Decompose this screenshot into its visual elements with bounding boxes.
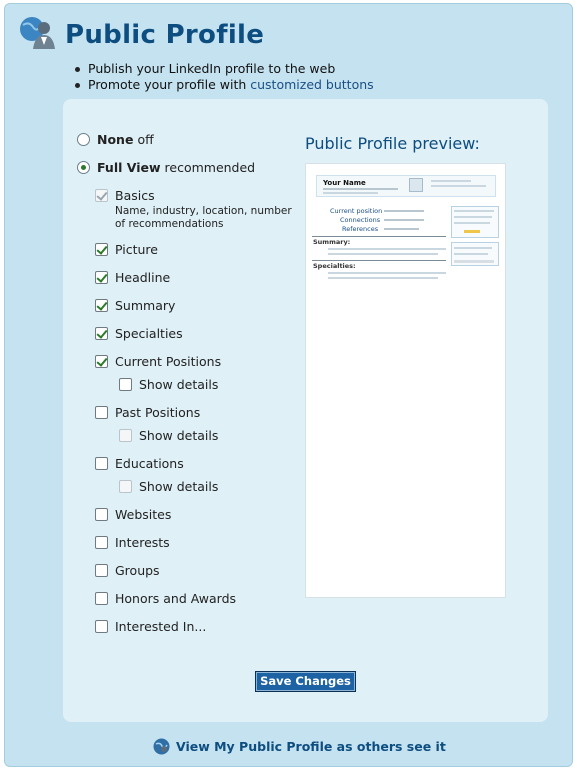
checkbox-summary[interactable]: Summary bbox=[95, 298, 175, 313]
option-full-view[interactable]: Full View recommended bbox=[77, 160, 255, 175]
view-public-profile-link[interactable] bbox=[153, 738, 446, 755]
preview-summary-heading: Summary: bbox=[313, 238, 351, 246]
checkbox-interested-in[interactable]: Interested In... bbox=[95, 619, 206, 634]
checkbox-educations[interactable]: Educations bbox=[95, 456, 184, 471]
checkbox-interests[interactable]: Interests bbox=[95, 535, 170, 550]
checkbox-basics[interactable]: Basics bbox=[95, 188, 155, 203]
profile-globe-icon bbox=[17, 15, 59, 51]
checkbox-past-positions[interactable]: Past Positions bbox=[95, 405, 200, 420]
preview-references: References bbox=[342, 225, 379, 233]
profile-preview bbox=[305, 163, 506, 598]
intro-bullets bbox=[75, 61, 374, 93]
preview-name: Your Name bbox=[323, 179, 366, 187]
globe-icon bbox=[153, 738, 170, 755]
view-public-profile-label: View My Public Profile as others see it bbox=[176, 739, 446, 754]
bullet-item: Promote your profile with customized buttons bbox=[75, 77, 374, 93]
basics-description: Name, industry, location, number of recommendations bbox=[115, 205, 292, 230]
checkbox-specialties[interactable]: Specialties bbox=[95, 326, 183, 341]
preview-title: Public Profile preview: bbox=[305, 134, 480, 153]
preview-current-position: Current position bbox=[330, 207, 383, 215]
option-none[interactable]: None off bbox=[77, 132, 154, 147]
save-changes-button[interactable]: Save Changes bbox=[255, 671, 356, 692]
full-view-radio[interactable] bbox=[77, 161, 90, 174]
checkbox-current-positions-details[interactable]: Show details bbox=[119, 377, 218, 392]
checkbox-websites[interactable]: Websites bbox=[95, 507, 171, 522]
checkbox-current-positions[interactable]: Current Positions bbox=[95, 354, 221, 369]
checkbox-past-positions-details[interactable]: Show details bbox=[119, 428, 218, 443]
none-radio[interactable] bbox=[77, 133, 90, 146]
bullet-item: Publish your LinkedIn profile to the web bbox=[75, 61, 374, 77]
page-title: Public Profile bbox=[65, 20, 265, 50]
checkbox-honors-awards[interactable]: Honors and Awards bbox=[95, 591, 236, 606]
preview-specialties-heading: Specialties: bbox=[313, 262, 356, 270]
checkbox-educations-details[interactable]: Show details bbox=[119, 479, 218, 494]
preview-avatar bbox=[409, 178, 423, 192]
checkbox-groups[interactable]: Groups bbox=[95, 563, 160, 578]
checkbox-headline[interactable]: Headline bbox=[95, 270, 170, 285]
checkbox-picture[interactable]: Picture bbox=[95, 242, 158, 257]
preview-connections: Connections bbox=[340, 216, 381, 224]
customized-buttons-link[interactable]: customized buttons bbox=[250, 77, 374, 92]
